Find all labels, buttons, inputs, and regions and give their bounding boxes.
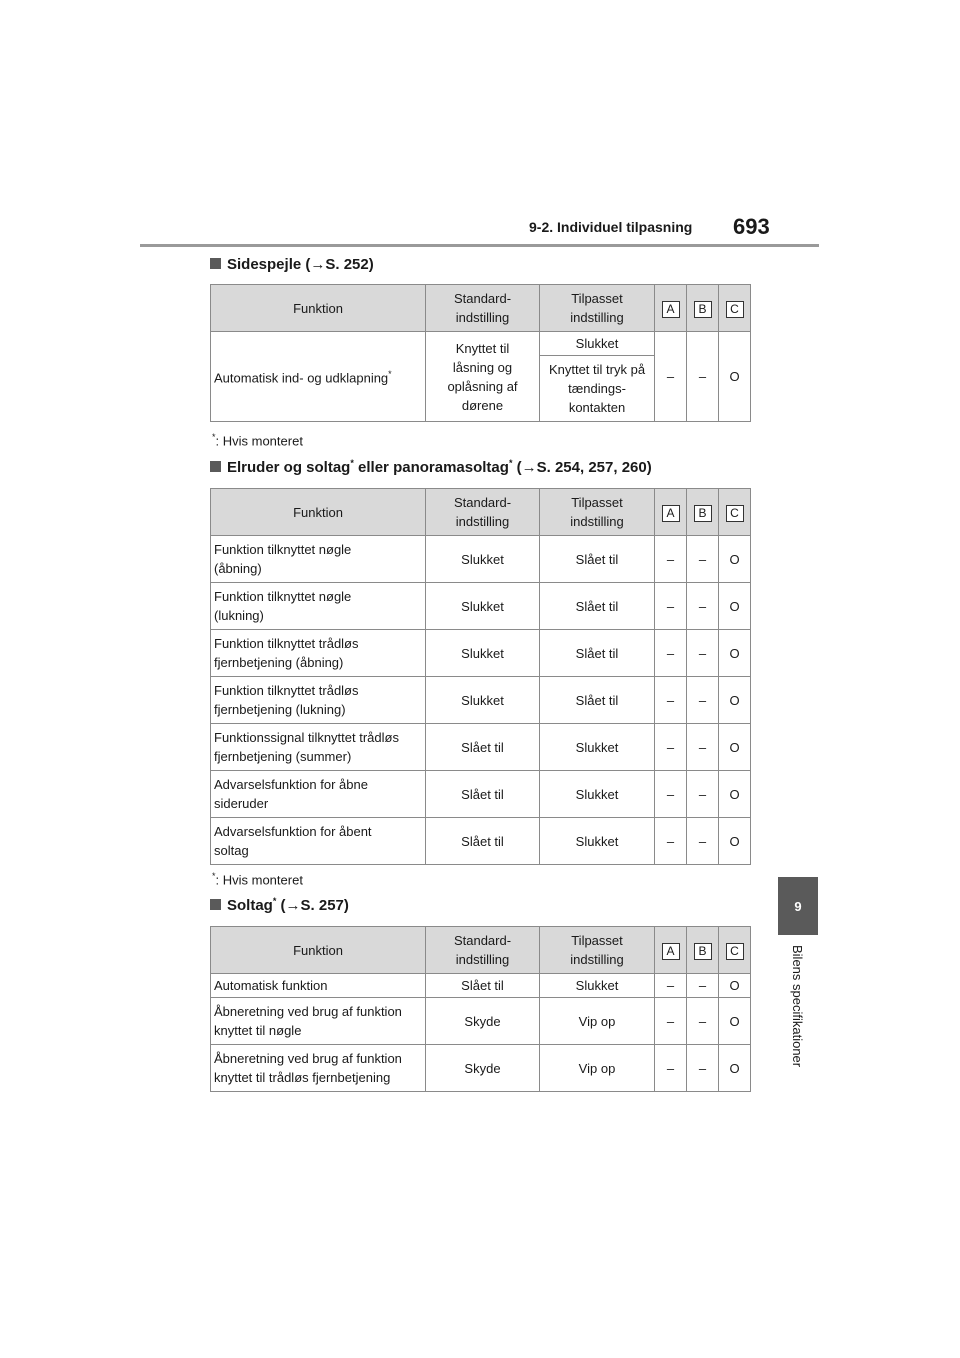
table-row <box>211 998 751 1045</box>
row-custom: Slået til <box>540 630 655 677</box>
row-a: – <box>655 974 687 998</box>
row-a: – <box>655 332 687 422</box>
table-row <box>211 724 751 771</box>
row-a: – <box>655 771 687 818</box>
row-c: O <box>719 974 751 998</box>
row-c: O <box>719 583 751 630</box>
row-b: – <box>687 583 719 630</box>
row-c: O <box>719 630 751 677</box>
row-default: Knyttet til låsning og oplåsning af dørene <box>426 332 540 422</box>
table-row <box>211 583 751 630</box>
table-soltag <box>210 926 751 1092</box>
row-b: – <box>687 818 719 865</box>
row-default: Slukket <box>426 677 540 724</box>
table-row <box>211 1045 751 1092</box>
row-a: – <box>655 536 687 583</box>
page-reference[interactable]: S. 257) <box>300 897 349 914</box>
column-header-c: C <box>719 489 751 536</box>
row-function: Åbneretning ved brug af funktion knyttet til trådløs fjernbetjening <box>211 1045 426 1092</box>
section-heading-elruder: Elruder og soltag* eller panoramasoltag* (→S. 254, 257, 260) <box>210 458 652 476</box>
row-a: – <box>655 677 687 724</box>
row-default: Slået til <box>426 771 540 818</box>
square-bullet-icon <box>210 461 221 472</box>
table-row <box>211 332 751 356</box>
row-function: Automatisk ind- og udklapning* <box>211 332 426 422</box>
row-b: – <box>687 630 719 677</box>
section-heading-sidespejle: Sidespejle (→S. 252) <box>210 256 374 273</box>
arrow-right-icon: → <box>521 459 537 476</box>
row-default: Skyde <box>426 998 540 1045</box>
row-function: Funktion tilknyttet nøgle (åbning) <box>211 536 426 583</box>
row-function: Funktion tilknyttet trådløs fjernbetjening (åbning) <box>211 630 426 677</box>
row-c: O <box>719 1045 751 1092</box>
table-row <box>211 818 751 865</box>
row-c: O <box>719 818 751 865</box>
column-header-function: Funktion <box>211 489 426 536</box>
row-custom: Slået til <box>540 677 655 724</box>
table-row <box>211 771 751 818</box>
row-function: Advarselsfunktion for åbne sideruder <box>211 771 426 818</box>
table-row <box>211 974 751 998</box>
row-custom: Vip op <box>540 1045 655 1092</box>
arrow-right-icon: → <box>310 256 326 273</box>
table-sidespejle <box>210 284 751 422</box>
row-c: O <box>719 724 751 771</box>
section-heading-soltag: Soltag* (→S. 257) <box>210 896 349 914</box>
table-row <box>211 630 751 677</box>
row-default: Slået til <box>426 724 540 771</box>
column-header-b: B <box>687 927 719 974</box>
square-bullet-icon <box>210 899 221 910</box>
column-header-custom: Tilpasset indstilling <box>540 489 655 536</box>
column-header-custom: Tilpasset indstilling <box>540 285 655 332</box>
row-a: – <box>655 583 687 630</box>
row-default: Slået til <box>426 818 540 865</box>
row-function: Automatisk funktion <box>211 974 426 998</box>
row-c: O <box>719 332 751 422</box>
row-function: Åbneretning ved brug af funktion knyttet til nøgle <box>211 998 426 1045</box>
row-a: – <box>655 1045 687 1092</box>
row-custom: Slukket <box>540 771 655 818</box>
row-custom: Slukket <box>540 818 655 865</box>
section-header-title: 9-2. Individuel tilpasning <box>529 219 693 235</box>
row-b: – <box>687 536 719 583</box>
row-default: Slukket <box>426 630 540 677</box>
row-b: – <box>687 974 719 998</box>
column-header-c: C <box>719 927 751 974</box>
table-row <box>211 536 751 583</box>
header-divider <box>140 244 819 247</box>
row-function: Funktion tilknyttet nøgle (lukning) <box>211 583 426 630</box>
chapter-number: 9 <box>794 898 802 914</box>
row-a: – <box>655 724 687 771</box>
row-custom-option-1: Slukket <box>540 332 655 356</box>
column-header-a: A <box>655 927 687 974</box>
row-a: – <box>655 630 687 677</box>
chapter-side-label <box>777 945 819 1095</box>
row-b: – <box>687 771 719 818</box>
column-header-function: Funktion <box>211 285 426 332</box>
row-b: – <box>687 998 719 1045</box>
row-custom: Vip op <box>540 998 655 1045</box>
chapter-title: Bilens specifikationer <box>790 945 805 1068</box>
row-b: – <box>687 724 719 771</box>
table-elruder <box>210 488 751 865</box>
column-header-custom: Tilpasset indstilling <box>540 927 655 974</box>
page-reference[interactable]: S. 252) <box>325 256 374 273</box>
square-bullet-icon <box>210 258 221 269</box>
row-default: Slukket <box>426 583 540 630</box>
row-function: Funktionssignal tilknyttet trådløs fjernbetjening (summer) <box>211 724 426 771</box>
row-b: – <box>687 677 719 724</box>
row-c: O <box>719 536 751 583</box>
chapter-tab <box>778 877 818 935</box>
row-function: Advarselsfunktion for åbent soltag <box>211 818 426 865</box>
column-header-a: A <box>655 285 687 332</box>
page-number: 693 <box>733 214 770 239</box>
row-default: Slået til <box>426 974 540 998</box>
row-default: Slukket <box>426 536 540 583</box>
row-custom-option-2: Knyttet til tryk på tændings- kontakten <box>540 356 655 422</box>
row-custom: Slukket <box>540 724 655 771</box>
footnote: *: Hvis monteret <box>212 871 303 888</box>
row-a: – <box>655 818 687 865</box>
column-header-c: C <box>719 285 751 332</box>
footnote: *: Hvis monteret <box>212 432 303 449</box>
column-header-a: A <box>655 489 687 536</box>
column-header-default: Standard- indstilling <box>426 285 540 332</box>
column-header-b: B <box>687 489 719 536</box>
row-b: – <box>687 332 719 422</box>
column-header-b: B <box>687 285 719 332</box>
row-b: – <box>687 1045 719 1092</box>
column-header-default: Standard- indstilling <box>426 927 540 974</box>
row-c: O <box>719 677 751 724</box>
column-header-function: Funktion <box>211 927 426 974</box>
row-c: O <box>719 998 751 1045</box>
row-custom: Slået til <box>540 536 655 583</box>
arrow-right-icon: → <box>285 897 301 914</box>
row-function: Funktion tilknyttet trådløs fjernbetjening (lukning) <box>211 677 426 724</box>
column-header-default: Standard- indstilling <box>426 489 540 536</box>
row-custom: Slukket <box>540 974 655 998</box>
page-reference[interactable]: S. 254, 257, 260) <box>536 459 652 476</box>
row-a: – <box>655 998 687 1045</box>
row-c: O <box>719 771 751 818</box>
table-row <box>211 677 751 724</box>
row-custom: Slået til <box>540 583 655 630</box>
row-default: Skyde <box>426 1045 540 1092</box>
